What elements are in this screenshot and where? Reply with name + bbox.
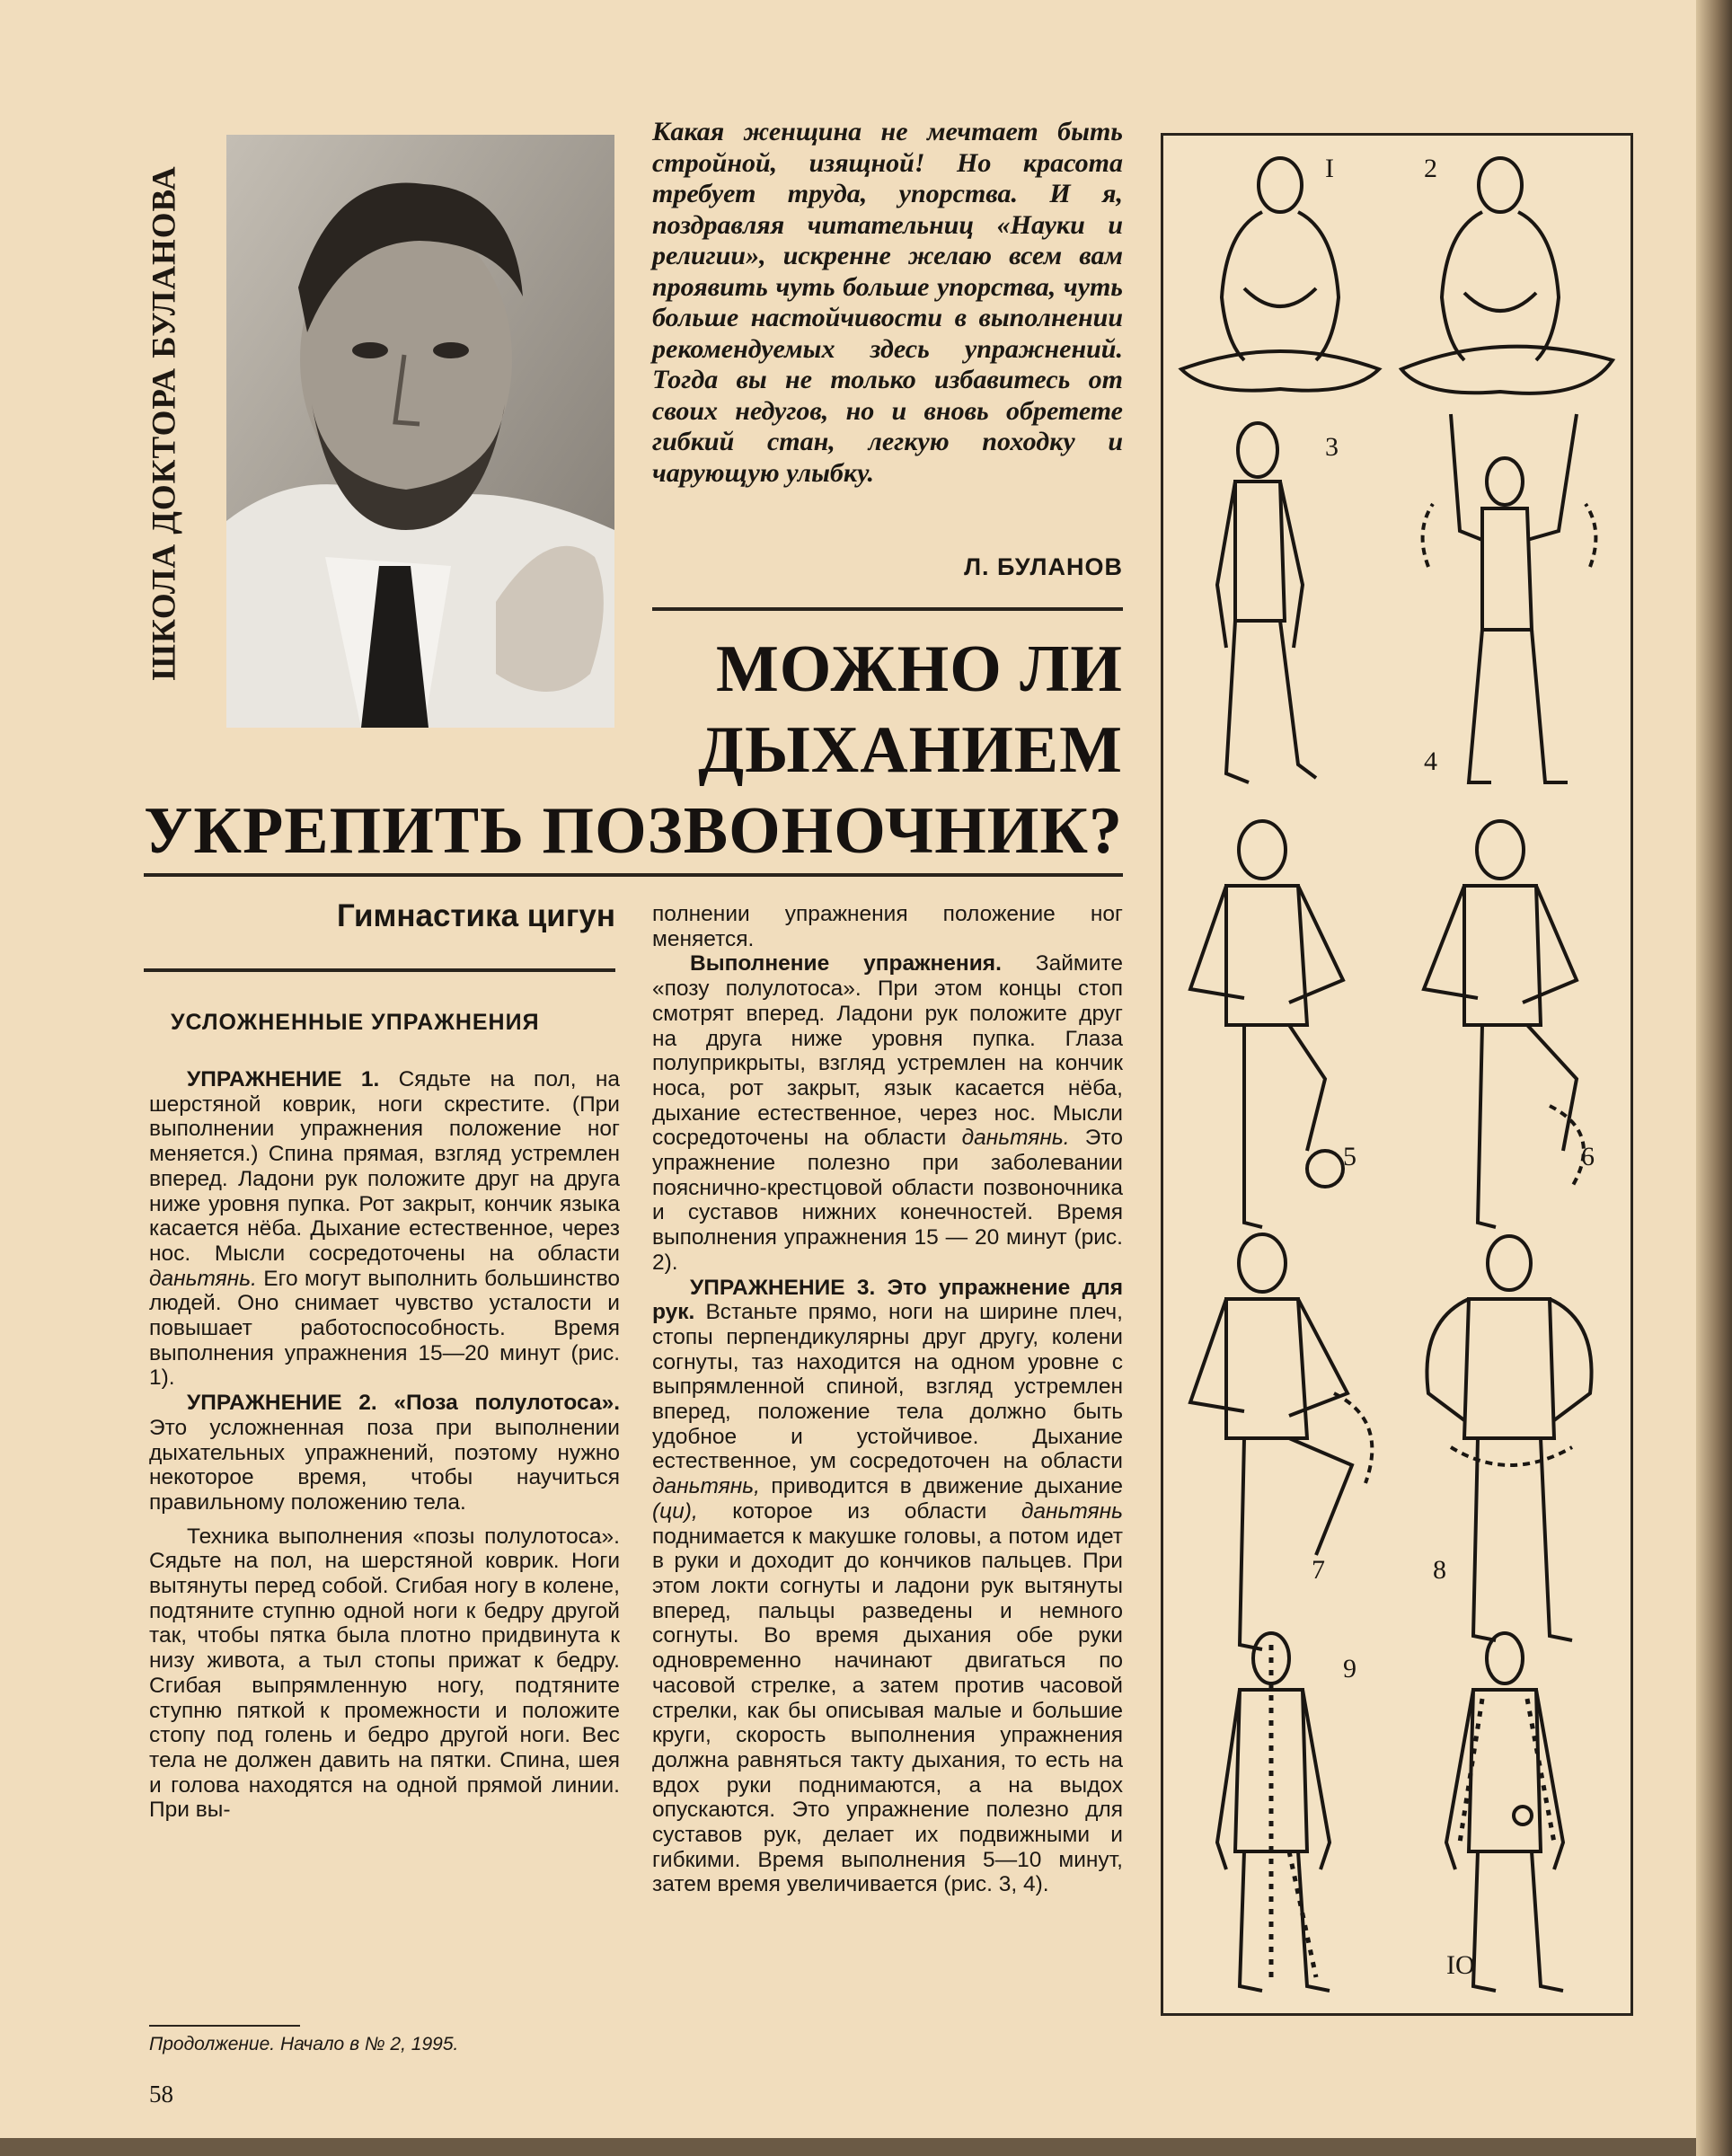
author-signature: Л. БУЛАНОВ <box>964 553 1123 580</box>
column-middle <box>652 902 1123 1897</box>
technique-paragraph: Техника выполнения «позы полулотоса». Сядьте на пол, на шерстяной коврик. Ноги вытянуты перед собой. Сгибая ногу в колене, подтяните ступню одной ноги к бедру другой так, чтобы пятка была плотно придвинута к низу живота, а тыл стопы прижат к бедру. Сгибая выпрямленную ногу, подтяните ступню пяткой к промежности и положите стопу под голень и бедро другой ноги. Вес тела не должен давить на пятки. Спина, шея и голова находятся на одной прямой линии. При вы- <box>149 1524 620 1823</box>
figure-6-leg-circle <box>1397 809 1622 1241</box>
illustration-panel <box>1161 133 1633 2016</box>
subtitle-divider <box>144 968 615 972</box>
headline <box>144 629 1123 871</box>
figure-8-hip-rotation <box>1397 1214 1622 1663</box>
figure-number-4: 4 <box>1424 747 1437 776</box>
figure-number-1: I <box>1325 154 1334 183</box>
continuation: полнении упражнения положение ног меняется. <box>652 902 1123 951</box>
figure-number-9: 9 <box>1343 1654 1356 1683</box>
section-heading: УСЛОЖНЕННЫЕ УПРАЖНЕНИЯ <box>171 1010 540 1035</box>
headline-line-1: МОЖНО ЛИ <box>715 632 1123 706</box>
footnote-divider <box>149 2025 300 2027</box>
page-number: 58 <box>149 2081 173 2107</box>
series-title: ШКОЛА ДОКТОРА БУЛАНОВА <box>146 165 183 681</box>
figure-1-seated <box>1172 145 1397 432</box>
figure-number-10: IO <box>1446 1950 1475 1980</box>
figure-5-leg-raise <box>1172 809 1397 1241</box>
figure-7-knee-lift <box>1172 1214 1397 1663</box>
figure-number-2: 2 <box>1424 154 1437 183</box>
figure-10-energy-back <box>1397 1618 1622 2004</box>
figure-number-7: 7 <box>1312 1555 1325 1585</box>
figure-number-6: 6 <box>1581 1142 1595 1171</box>
exercise-2: УПРАЖНЕНИЕ 2. «Поза полулотоса». Это усложненная поза при выполнении дыхательных упражнений, поэтому нужно некоторое время, чтобы научиться правильному положению тела. <box>149 1391 620 1515</box>
exercise-2-execution: Выполнение упражнения. Займите «позу полулотоса». При этом концы стоп смотрят вперед. Ладони рук положите друг на друга ниже уровня пупка. Глаза полуприкрыты, взгляд устремлен на кончик носа, рот закрыт, язык касается нёба, дыхание естественное, через нос. Мысли сосредоточены на области даньтянь. Это упражнение полезно при заболевании пояснично-крестцовой области позвоночника и суставов нижних конечностей. Время выполнения упражнения 15 — 20 минут (рис. 2). <box>652 951 1123 1275</box>
figure-number-3: 3 <box>1325 432 1339 462</box>
figure-9-energy-front <box>1172 1618 1397 2004</box>
intro-text: Какая женщина не мечтает быть стройной, изящной! Но красота требует труда, упорства. И я, поздравляя читательниц «Науки и религии», искренне желаю всем вам проявить чуть больше упорства, чуть больше настойчивости в выполнении рекомендуемых здесь упражнений. Тогда вы не только избавитесь от своих недугов, но и вновь обретете гибкий стан, легкую походку и чарующую улыбку. <box>652 117 1123 488</box>
headline-line-2: ДЫХАНИЕМ <box>698 713 1123 787</box>
exercise-3: УПРАЖНЕНИЕ 3. Это упражнение для рук. Встаньте прямо, ноги на ширине плеч, стопы перпендикулярны друг другу, колени согнуты, таз находится на одном уровне с выпрямленной спиной, взгляд устремлен вперед, положение тела должно быть удобное и устойчивое. Дыхание естественное, ум сосредоточен на области даньтянь, приводится в движение дыхание (ци), которое из области даньтянь поднимается к макушке головы, а потом идет в руки и доходит до кончиков пальцев. При этом локти согнуты и ладони рук вытянуты вперед, пальцы разведены и немного согнуты. Во время дыхания обе руки одновременно начинают двигаться по часовой стрелке, а затем против часовой стрелки, как бы описывая малые и большие круги, скорость выполнения упражнения должна равняться такту дыхания, то есть на вдох руки поднимаются, а на выдох опускаются. Это упражнение полезно для суставов рук, делает их подвижными и гибкими. Время выполнения 5—10 минут, затем время увеличивается (рис. 3, 4). <box>652 1275 1123 1897</box>
footnote: Продолжение. Начало в № 2, 1995. <box>149 2034 459 2054</box>
figure-4-arms-raised <box>1397 405 1622 800</box>
figure-3-standing <box>1172 414 1397 800</box>
figure-number-8: 8 <box>1433 1555 1446 1585</box>
subtitle: Гимнастика цигун <box>336 898 615 933</box>
figure-2-half-lotus <box>1397 145 1622 432</box>
column-left <box>149 1067 620 1823</box>
intro-divider <box>652 607 1123 611</box>
headline-line-3: УКРЕПИТЬ ПОЗВОНОЧНИК? <box>144 794 1123 868</box>
exercise-1: УПРАЖНЕНИЕ 1. Сядьте на пол, на шерстяной коврик, ноги скрестите. (При выполнении упражнения положение ног меняется.) Спина прямая, взгляд устремлен вперед. Ладони рук положите друг на друга ниже уровня пупка. Рот закрыт, кончик языка касается нёба. Дыхание естественное, через нос. Мысли сосредоточены на области даньтянь. Его могут выполнить большинство людей. Оно снимает чувство усталости и повышает работоспособность. Время выполнения упражнения 15—20 минут (рис. 1). <box>149 1067 620 1391</box>
figure-number-5: 5 <box>1343 1142 1356 1171</box>
headline-divider <box>144 873 1123 877</box>
binding-edge <box>1696 0 1732 2156</box>
